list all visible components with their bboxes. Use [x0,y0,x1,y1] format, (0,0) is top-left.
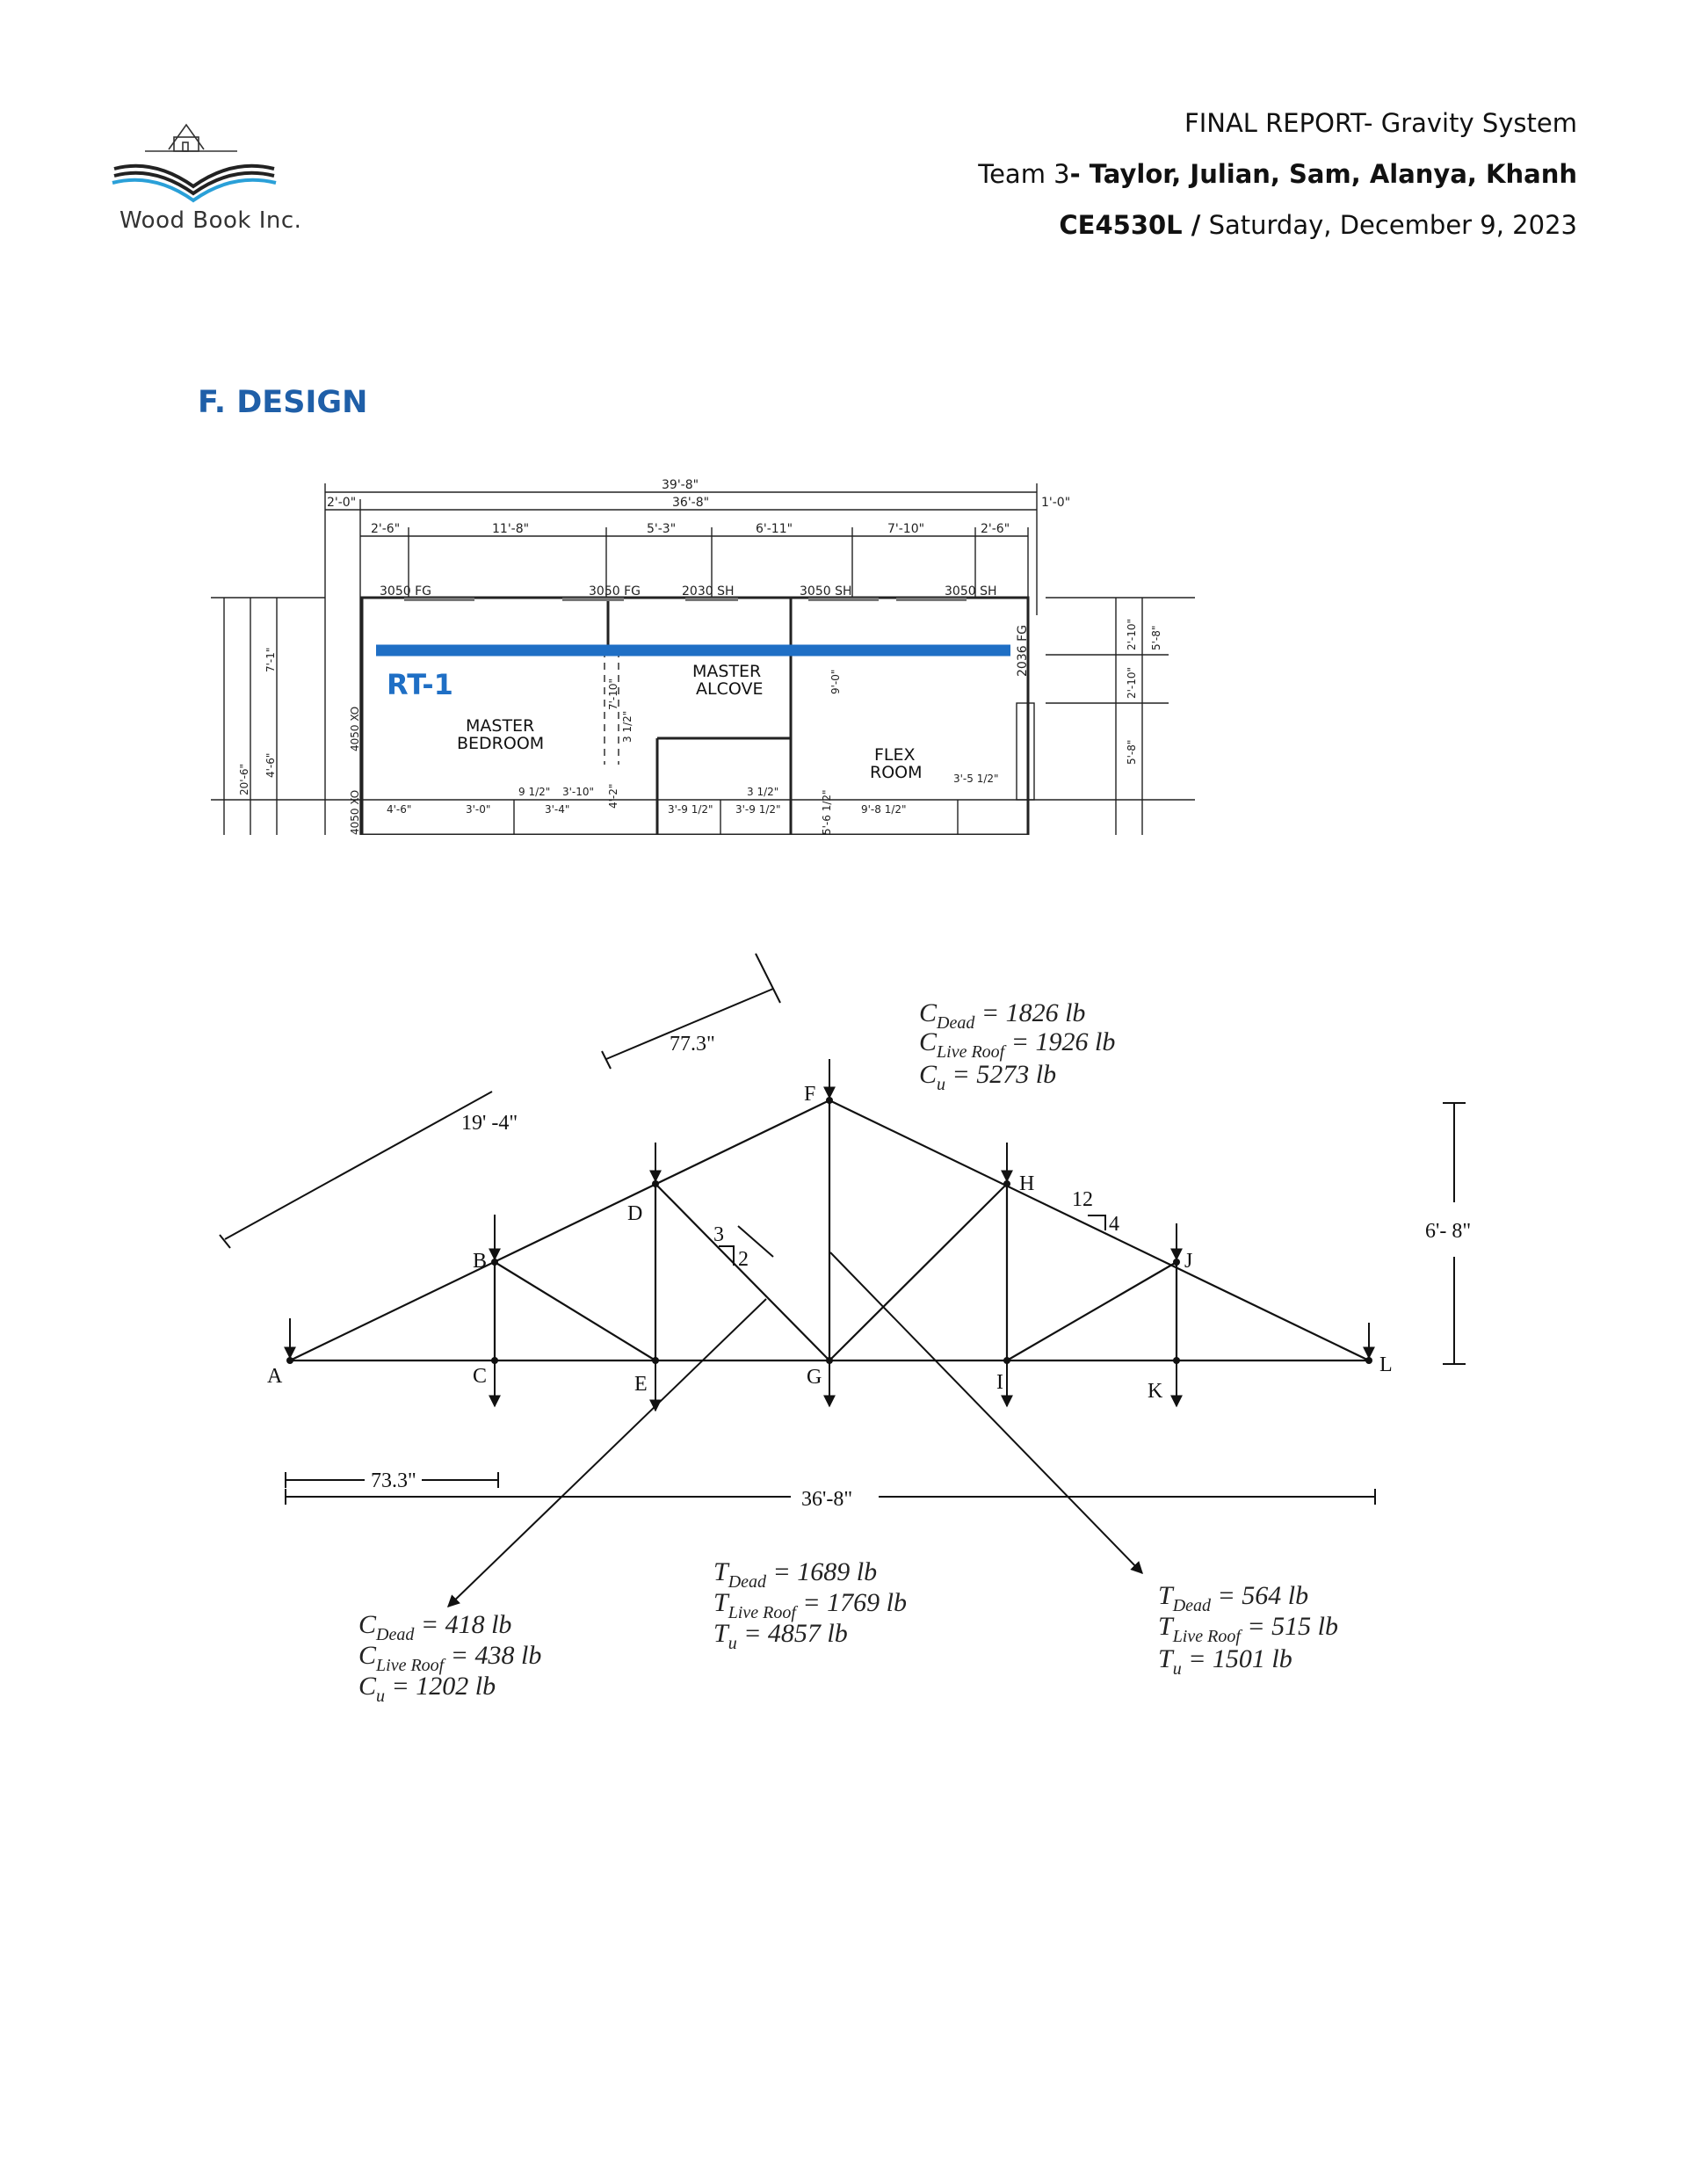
interior-dim: 7'-10" [607,678,619,710]
svg-text:CLive Roof = 1926 lb: $C_{Live Roof} = 1926$ lb [919,1027,1116,1062]
truss-label: RT-1 [387,668,453,701]
side-dim: 2'-10" [1126,618,1138,650]
svg-text:TLive Roof = 515 lb: $T_{Live Roof} = 515$ lb [1158,1612,1338,1646]
room-label: FLEX [874,745,916,765]
load-callout-left [358,1610,541,1706]
load-callout-top [919,998,1115,1094]
node-label: K [1148,1380,1163,1403]
interior-dim: 4'-6" [387,803,412,816]
interior-dim: 3'-10" [562,786,595,798]
team-members: - Taylor, Julian, Sam, Alanya, Khanh [1069,159,1577,189]
node-label: H [1019,1172,1035,1195]
truss-diagram [0,932,1687,1723]
report-title: FINAL REPORT- Gravity System [1184,108,1577,138]
node-label: B [473,1250,488,1273]
interior-dim: 3'-0" [466,803,491,816]
interior-dim: 3 1/2" [621,710,634,743]
floor-plan [211,475,1213,835]
dim-span: 36'-8" [801,1488,853,1511]
svg-text:Tu = 4857 lb: $T_u = 4857$ lb [713,1619,848,1653]
svg-text:CLive Roof = 438 lb: $C_{Live Roof} = 438$ lb [358,1641,542,1675]
interior-dim: 3'-9 1/2" [735,803,781,816]
interior-dim: 9'-8 1/2" [861,803,907,816]
dim-overall: 39'-8" [662,478,699,492]
svg-text:TDead = 564 lb: $T_{Dead} = 564$ lb [1158,1581,1309,1615]
open-book-icon [114,166,274,186]
dim-top-2: 5'-3" [647,522,677,536]
dim-top-chord: 19' -4" [461,1112,518,1135]
slope-roof-rise: 4 [1109,1213,1119,1236]
report-date: Saturday, December 9, 2023 [1200,210,1577,240]
svg-text:CDead = 418 lb: $C_{Dead} = 418$ lb [358,1610,512,1644]
top-chord-left [290,1100,829,1360]
window-4: 3050 SH [945,584,997,599]
slope-web-rise: 3 [713,1223,724,1246]
svg-text:TLive Roof = 1769 lb: $T_{Live Roof} = 1769$ lb [713,1588,907,1622]
interior-dim: 3 1/2" [747,786,779,798]
interior-dim: 3'-5 1/2" [953,773,999,785]
company-name: Wood Book Inc. [119,207,302,234]
dim-height: 6'- 8" [1425,1220,1472,1243]
dim-top-5: 2'-6" [981,522,1010,536]
dim-overhang-right: 1'-0" [1041,496,1071,510]
interior-dim: 3'-4" [545,803,570,816]
node-label: E [634,1373,648,1396]
dim-top-0: 2'-6" [371,522,401,536]
course-date-line [1059,210,1577,240]
svg-text:CDead = 1826 lb: $C_{Dead} = 1826$ lb [919,998,1086,1033]
dim-top-3: 6'-11" [756,522,793,536]
interior-dim: 9'-0" [829,669,842,694]
load-callout-mid [713,1557,907,1653]
side-dim: 2'-10" [1126,666,1138,699]
node-label: L [1379,1353,1393,1376]
slope-web-run: 2 [738,1248,749,1271]
window-5: 2036 FG [1016,625,1030,677]
node-label: D [627,1202,643,1225]
side-dim: 5'-8" [1126,739,1138,765]
room-label: MASTER [466,716,535,736]
interior-dim: 4050 XO [349,706,361,751]
node-label: F [804,1083,816,1106]
dim-top-4: 7'-10" [887,522,925,536]
section-title: F. DESIGN [198,385,368,420]
side-dim: 7'-1" [264,647,277,672]
dim-overhang-left: 2'-0" [327,496,357,510]
svg-text:Tu = 1501 lb: $T_u = 1501$ lb [1158,1644,1292,1679]
window-3: 3050 SH [800,584,852,599]
window-1: 3050 FG [589,584,641,599]
side-dim: 5'-8" [1150,625,1162,650]
interior-dim: 9 1/2" [518,786,551,798]
team-prefix: Team 3 [978,159,1070,189]
side-dim: 20'-6" [238,763,250,795]
top-chord-right [829,1100,1369,1360]
node-label: C [473,1365,488,1388]
window-2: 2030 SH [682,584,735,599]
dim-top-1: 11'-8" [492,522,530,536]
room-label: ROOM [870,763,923,782]
course-code: CE4530L / [1059,210,1201,240]
node-label: G [807,1366,822,1389]
node-label: J [1184,1250,1193,1273]
dim-outer: 36'-8" [672,496,710,510]
load-callout-right [1158,1581,1338,1679]
dim-panel-bottom: 73.3" [371,1469,416,1492]
room-label: ALCOVE [696,679,764,699]
interior-dim: 5'-6 1/2" [821,789,833,835]
node-label: I [996,1371,1003,1394]
interior-dim: 3'-9 1/2" [668,803,713,816]
window-0: 3050 FG [380,584,431,599]
side-dim: 4'-6" [264,752,277,778]
room-label: MASTER [692,662,762,681]
slope-roof-run: 12 [1072,1188,1093,1211]
node-label: A [267,1365,283,1388]
svg-text:Cu = 1202 lb: $C_u = 1202$ lb [358,1672,496,1706]
interior-dim: 4'-2" [607,783,619,809]
room-label: BEDROOM [457,734,545,753]
dim-panel-top: 77.3" [670,1033,715,1056]
team-line [978,159,1577,189]
svg-text:Cu = 5273 lb: $C_u = 5273$ lb [919,1060,1057,1094]
svg-text:TDead = 1689 lb: $T_{Dead} = 1689$ lb [713,1557,878,1592]
interior-dim: 4050 XO [349,789,361,835]
